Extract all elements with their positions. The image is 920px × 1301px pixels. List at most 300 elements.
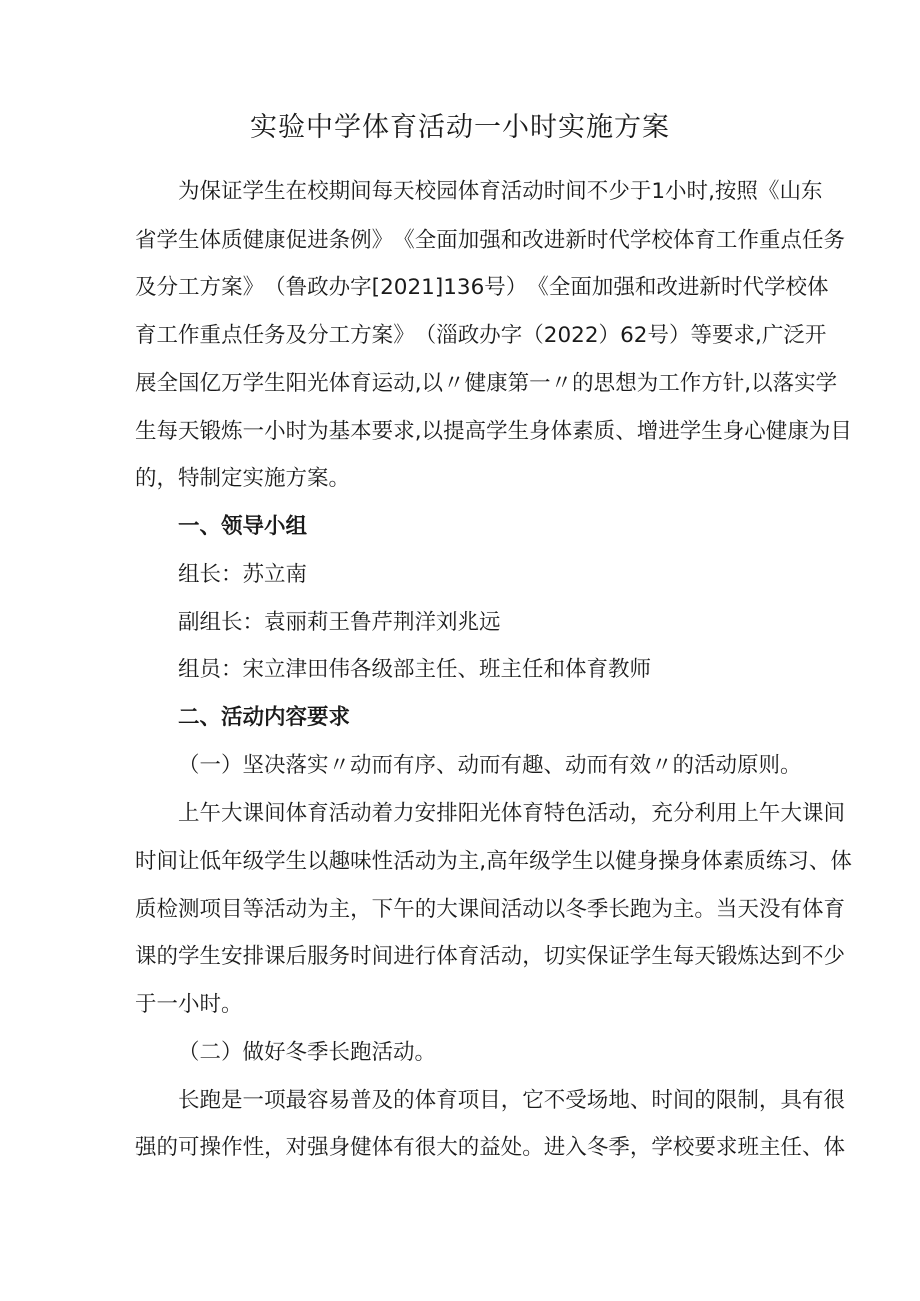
text-glyph: 育 (457, 944, 480, 969)
text-glyph: 课 (801, 801, 824, 826)
text-glyph: 易 (328, 1088, 351, 1113)
text-glyph: 受 (565, 1088, 587, 1113)
text-glyph: 育 (307, 801, 329, 826)
text-glyph: ） (505, 275, 528, 300)
text-glyph: 1 (421, 275, 435, 300)
text-glyph: 育 (694, 228, 716, 253)
text-glyph: 体 (457, 179, 480, 204)
text-glyph: 活 (479, 944, 501, 969)
text-glyph: ， (629, 801, 652, 826)
text-glyph: 力 (393, 801, 415, 826)
text-glyph: 它 (522, 1088, 544, 1113)
text-glyph: 学 (629, 228, 652, 253)
text-glyph: 身 (328, 1135, 351, 1160)
text-glyph: 淄 (436, 323, 458, 348)
body-line: 于一小时。 (135, 992, 243, 1017)
text-glyph: 强 (307, 1135, 329, 1160)
text-glyph: 为 (651, 897, 673, 922)
text-glyph: 体 (830, 849, 852, 874)
text-glyph: 体 (701, 849, 723, 874)
text-glyph: 质 (744, 849, 766, 874)
text-glyph: 》 (371, 228, 394, 253)
text-glyph: 上 (737, 801, 759, 826)
text-glyph: , (414, 371, 422, 396)
text-glyph: 保 (199, 179, 222, 204)
text-glyph: 2 (407, 275, 422, 300)
text-glyph: 充 (651, 801, 673, 826)
text-glyph: 练 (765, 849, 788, 874)
text-glyph: 处 (500, 1135, 523, 1160)
text-glyph: 代 (608, 228, 630, 253)
text-glyph: 第 (507, 371, 530, 396)
text-glyph: 为 (436, 849, 458, 874)
text-glyph: 时 (586, 228, 609, 253)
text-glyph: 生 (507, 419, 530, 444)
text-glyph: 生 (178, 228, 200, 253)
body-line (0, 1132, 920, 1164)
text-glyph: 地 (608, 1088, 630, 1113)
text-glyph: 的 (414, 897, 437, 922)
text-glyph: 《 (757, 179, 780, 204)
text-glyph: 方 (701, 371, 723, 396)
text-glyph: （ (264, 275, 286, 300)
text-glyph: 本 (350, 419, 372, 444)
text-glyph: 大 (436, 897, 458, 922)
text-glyph: ） (668, 323, 691, 348)
text-glyph: 体 (672, 228, 695, 253)
text-glyph: 上 (178, 801, 200, 826)
text-glyph: 以 (593, 849, 616, 874)
text-glyph: 展 (135, 371, 157, 396)
text-glyph: 育 (350, 371, 372, 396)
text-glyph: 午 (393, 897, 415, 922)
text-glyph: 项 (264, 1088, 286, 1113)
text-glyph: 省 (135, 228, 157, 253)
text-glyph: 2 (380, 275, 394, 300)
text-glyph: 1 (651, 179, 666, 204)
text-glyph: 下 (371, 897, 394, 922)
text-glyph: 对 (285, 1135, 308, 1160)
text-glyph: 和 (634, 275, 657, 300)
text-glyph: 校 (651, 228, 673, 253)
text-glyph: 间 (823, 801, 845, 826)
text-glyph: 很 (414, 1135, 437, 1160)
text-glyph: 作 (737, 228, 759, 253)
text-glyph: 强 (479, 228, 501, 253)
text-glyph: 天 (694, 944, 716, 969)
text-glyph: 案 (371, 323, 394, 348)
text-glyph: 有 (780, 897, 802, 922)
body-line (0, 846, 920, 878)
text-glyph: 2 (633, 323, 648, 348)
text-glyph: 方 (199, 275, 222, 300)
text-glyph: ， (350, 897, 372, 922)
text-glyph: 的 (156, 1135, 179, 1160)
text-glyph: 制 (737, 1088, 759, 1113)
text-glyph: 最 (285, 1088, 308, 1113)
text-glyph: 分 (156, 275, 179, 300)
text-glyph: 。 (522, 1135, 544, 1160)
text-glyph: 服 (307, 944, 329, 969)
text-glyph: 1 (443, 275, 457, 300)
text-glyph: 素 (572, 419, 594, 444)
text-glyph: 锻 (199, 419, 222, 444)
text-glyph: 动 (350, 801, 372, 826)
text-glyph: 校 (672, 1135, 695, 1160)
text-glyph: 方 (350, 323, 372, 348)
text-glyph: 每 (371, 179, 394, 204)
text-glyph: 体 (550, 419, 573, 444)
text-glyph: 照 (736, 179, 758, 204)
text-glyph: 容 (307, 1088, 329, 1113)
leader-line: 组长：苏立南 (178, 562, 308, 587)
text-glyph: 任 (801, 228, 824, 253)
text-glyph: 号 (484, 275, 506, 300)
text-glyph: 课 (242, 801, 265, 826)
text-glyph: 求 (715, 1135, 738, 1160)
intro-line (0, 416, 920, 448)
text-glyph: 开 (804, 323, 827, 348)
text-glyph: 2 (584, 323, 599, 348)
text-glyph: 生 (285, 849, 308, 874)
text-glyph: 《 (393, 228, 415, 253)
text-glyph: 育 (522, 801, 544, 826)
text-glyph: 动 (393, 371, 415, 396)
text-glyph: 求 (733, 323, 756, 348)
text-glyph: 动 (285, 897, 308, 922)
text-glyph: 全 (548, 275, 571, 300)
text-glyph: 天 (737, 897, 759, 922)
text-glyph: 〃 (550, 371, 573, 396)
text-glyph: 6 (470, 275, 485, 300)
text-glyph: 一 (242, 419, 265, 444)
text-glyph: 作 (178, 323, 200, 348)
text-glyph: 间 (672, 1088, 695, 1113)
text-glyph: 冬 (565, 897, 587, 922)
text-glyph: 主 (457, 849, 480, 874)
text-glyph: 园 (436, 179, 458, 204)
text-glyph: 时 (135, 849, 157, 874)
text-glyph: 小 (665, 179, 687, 204)
text-glyph: 切 (543, 944, 566, 969)
text-glyph: 全 (414, 228, 437, 253)
text-glyph: 鲁 (285, 275, 308, 300)
section-heading-leadership: 一、领导小组 (178, 514, 308, 539)
text-glyph: 行 (414, 944, 437, 969)
text-glyph: ， (500, 1088, 523, 1113)
text-glyph: 和 (500, 228, 523, 253)
text-glyph: 不 (543, 1088, 566, 1113)
text-glyph: 、 (629, 1088, 652, 1113)
text-glyph: 在 (285, 179, 308, 204)
text-glyph: 阳 (285, 371, 308, 396)
text-glyph: 办 (328, 275, 351, 300)
text-glyph: 体 (823, 1135, 846, 1160)
text-glyph: 分 (307, 323, 329, 348)
text-glyph: 校 (414, 179, 437, 204)
text-glyph: 的 (457, 1135, 480, 1160)
text-glyph: 6 (620, 323, 634, 348)
text-glyph: 健 (350, 1135, 372, 1160)
text-glyph: 锻 (715, 944, 738, 969)
text-glyph: 健 (765, 419, 788, 444)
text-glyph: 运 (371, 371, 394, 396)
text-glyph: 动 (522, 179, 544, 204)
text-glyph: 活 (328, 801, 351, 826)
text-glyph: 改 (656, 275, 678, 300)
text-glyph: 时 (686, 179, 709, 204)
text-glyph: 间 (565, 179, 587, 204)
text-glyph: 午 (758, 801, 781, 826)
text-glyph: ， (758, 1088, 781, 1113)
text-glyph: 例 (350, 228, 372, 253)
text-glyph: 没 (758, 897, 781, 922)
text-glyph: ， (264, 1135, 286, 1160)
text-glyph: 进 (543, 1135, 566, 1160)
text-glyph: 基 (328, 419, 351, 444)
text-glyph: 2 (571, 323, 585, 348)
text-glyph: 动 (608, 801, 630, 826)
text-glyph: 进 (393, 944, 415, 969)
text-glyph: 小 (264, 419, 286, 444)
text-glyph: 实 (565, 944, 587, 969)
text-glyph: 健 (615, 849, 637, 874)
text-glyph: 跑 (199, 1088, 222, 1113)
text-glyph: 排 (436, 801, 458, 826)
text-glyph: 增 (636, 419, 659, 444)
text-glyph: 工 (658, 371, 680, 396)
text-glyph: 的 (393, 1088, 415, 1113)
text-glyph: 项 (457, 1088, 480, 1113)
text-glyph: 普 (350, 1088, 372, 1113)
text-glyph: 学 (629, 944, 652, 969)
text-glyph: 动 (414, 849, 437, 874)
text-glyph: 万 (221, 371, 243, 396)
text-glyph: 务 (328, 944, 351, 969)
text-glyph: 体 (500, 801, 523, 826)
text-glyph: 以 (421, 371, 444, 396)
text-glyph: 保 (586, 944, 609, 969)
text-glyph: 。 (694, 897, 716, 922)
text-glyph: 长 (608, 897, 630, 922)
text-glyph: 代 (742, 275, 764, 300)
text-glyph: 间 (156, 849, 179, 874)
text-glyph: 入 (565, 1135, 587, 1160)
text-glyph: 为 (636, 371, 659, 396)
text-glyph: 学 (264, 849, 286, 874)
text-glyph: 号 (647, 323, 669, 348)
text-glyph: 的 (694, 1088, 716, 1113)
text-glyph: 活 (264, 897, 286, 922)
text-glyph: 》 (393, 323, 415, 348)
text-glyph: 任 (242, 323, 265, 348)
text-glyph: 0 (393, 275, 408, 300)
text-glyph: 及 (135, 275, 157, 300)
text-glyph: 学 (815, 371, 838, 396)
text-glyph: 作 (221, 1135, 243, 1160)
text-glyph: , (414, 419, 422, 444)
text-glyph: 级 (242, 849, 265, 874)
text-glyph: 点 (221, 323, 243, 348)
text-glyph: 为 (307, 897, 329, 922)
text-glyph: 主 (758, 1135, 781, 1160)
text-glyph: 味 (350, 849, 372, 874)
text-glyph: 重 (758, 228, 781, 253)
text-glyph: 落 (772, 371, 795, 396)
text-glyph: 具 (780, 1088, 802, 1113)
text-glyph: 东 (800, 179, 823, 204)
text-glyph: 身 (636, 849, 659, 874)
text-glyph: 政 (457, 323, 480, 348)
text-glyph: 低 (199, 849, 222, 874)
text-glyph: 作 (679, 371, 702, 396)
text-glyph: 针 (722, 371, 745, 396)
text-glyph: 身 (529, 419, 551, 444)
text-glyph: 场 (586, 1088, 609, 1113)
text-glyph: 炼 (221, 419, 243, 444)
text-glyph: , (744, 371, 752, 396)
text-glyph: 长 (178, 1088, 200, 1113)
text-glyph: 全 (156, 371, 179, 396)
text-glyph: 务 (264, 323, 286, 348)
text-glyph: 、 (808, 849, 831, 874)
text-glyph: 于 (629, 179, 652, 204)
text-glyph: 3 (456, 275, 471, 300)
text-glyph: 有 (801, 1088, 824, 1113)
text-glyph: 很 (823, 1088, 845, 1113)
intro-line (0, 368, 920, 400)
text-glyph: 一 (242, 1088, 265, 1113)
text-glyph: 康 (486, 371, 508, 396)
text-glyph: 性 (242, 1135, 265, 1160)
text-glyph: 2 (543, 323, 558, 348)
text-glyph: 季 (586, 897, 609, 922)
text-glyph: 按 (714, 179, 737, 204)
text-glyph: 着 (371, 801, 394, 826)
text-glyph: 每 (672, 944, 695, 969)
text-glyph: 字 (500, 323, 523, 348)
text-glyph: 质 (593, 419, 616, 444)
text-glyph: 年 (221, 849, 243, 874)
text-glyph: 育 (823, 897, 846, 922)
text-glyph: 课 (457, 897, 480, 922)
text-glyph: 强 (135, 1135, 157, 1160)
text-glyph: 学 (178, 944, 200, 969)
text-glyph: 利 (694, 801, 716, 826)
text-glyph: 分 (672, 801, 695, 826)
text-glyph: 面 (570, 275, 592, 300)
text-glyph: 泛 (783, 323, 805, 348)
text-glyph: ] (434, 275, 444, 300)
text-glyph: 趣 (328, 849, 351, 874)
text-glyph: 用 (715, 801, 738, 826)
text-glyph: 不 (801, 944, 824, 969)
body-line (0, 894, 920, 926)
text-glyph: 实 (794, 371, 816, 396)
intro-line (0, 176, 920, 208)
text-glyph: 达 (758, 944, 781, 969)
text-glyph: 工 (178, 275, 200, 300)
text-glyph: 是 (221, 1088, 243, 1113)
text-glyph: 字 (350, 275, 372, 300)
text-glyph: 为 (307, 419, 329, 444)
text-glyph: 项 (199, 897, 222, 922)
text-glyph: 0 (557, 323, 572, 348)
text-glyph: 学 (763, 275, 786, 300)
text-glyph: 新 (699, 275, 721, 300)
text-glyph: 主 (672, 897, 695, 922)
text-glyph: 及 (371, 1088, 394, 1113)
text-glyph: 活 (500, 179, 523, 204)
text-glyph: 改 (522, 228, 544, 253)
text-glyph: 、 (615, 419, 637, 444)
text-glyph: 时 (350, 944, 372, 969)
text-glyph: 学 (486, 419, 508, 444)
text-glyph: 进 (307, 228, 329, 253)
text-glyph: 《 (527, 275, 549, 300)
text-glyph: 季 (608, 1135, 630, 1160)
text-glyph: 等 (242, 897, 265, 922)
text-glyph: 炼 (737, 944, 759, 969)
text-glyph: 工 (328, 323, 351, 348)
text-glyph: 体 (199, 228, 222, 253)
text-glyph: 目 (830, 419, 852, 444)
text-glyph: 间 (264, 801, 286, 826)
text-glyph: 生 (701, 419, 723, 444)
text-glyph: 操 (658, 849, 680, 874)
text-glyph: 、 (801, 1135, 824, 1160)
text-glyph: 检 (156, 897, 179, 922)
text-glyph: 学 (679, 419, 702, 444)
text-glyph: 育 (135, 323, 157, 348)
document-title: 实验中学体育活动一小时实施方案 (250, 112, 670, 143)
subsection-heading: （一）坚决落实〃动而有序、动而有趣、动而有效〃的活动原则。 (178, 753, 802, 778)
text-glyph: 习 (787, 849, 809, 874)
text-glyph: 体 (807, 275, 829, 300)
text-glyph: 工 (156, 323, 179, 348)
text-glyph: 政 (307, 275, 329, 300)
text-glyph: 学 (242, 371, 265, 396)
text-glyph: 以 (751, 371, 773, 396)
text-glyph: 务 (823, 228, 846, 253)
text-glyph: 〃 (443, 371, 465, 396)
intro-line (0, 320, 920, 352)
text-glyph: 一 (529, 371, 551, 396)
text-glyph: 新 (565, 228, 587, 253)
text-glyph: 康 (787, 419, 809, 444)
text-glyph: 证 (608, 944, 630, 969)
text-glyph: 及 (285, 323, 308, 348)
text-glyph: 体 (414, 1088, 437, 1113)
text-glyph: 午 (199, 801, 222, 826)
text-glyph: 可 (178, 1135, 200, 1160)
text-glyph: 校 (785, 275, 807, 300)
text-glyph: 活 (393, 849, 415, 874)
text-glyph: 以 (543, 897, 566, 922)
text-glyph: 质 (221, 228, 243, 253)
text-glyph: 安 (414, 801, 437, 826)
text-glyph: 让 (178, 849, 200, 874)
text-glyph: 益 (479, 1135, 501, 1160)
text-glyph: 课 (264, 944, 286, 969)
text-glyph: 大 (436, 1135, 458, 1160)
text-glyph: [ (371, 275, 381, 300)
text-glyph: 活 (586, 801, 609, 826)
text-glyph: 限 (715, 1088, 738, 1113)
text-glyph: 间 (371, 944, 394, 969)
text-glyph: 身 (722, 419, 745, 444)
text-glyph: 要 (711, 323, 734, 348)
